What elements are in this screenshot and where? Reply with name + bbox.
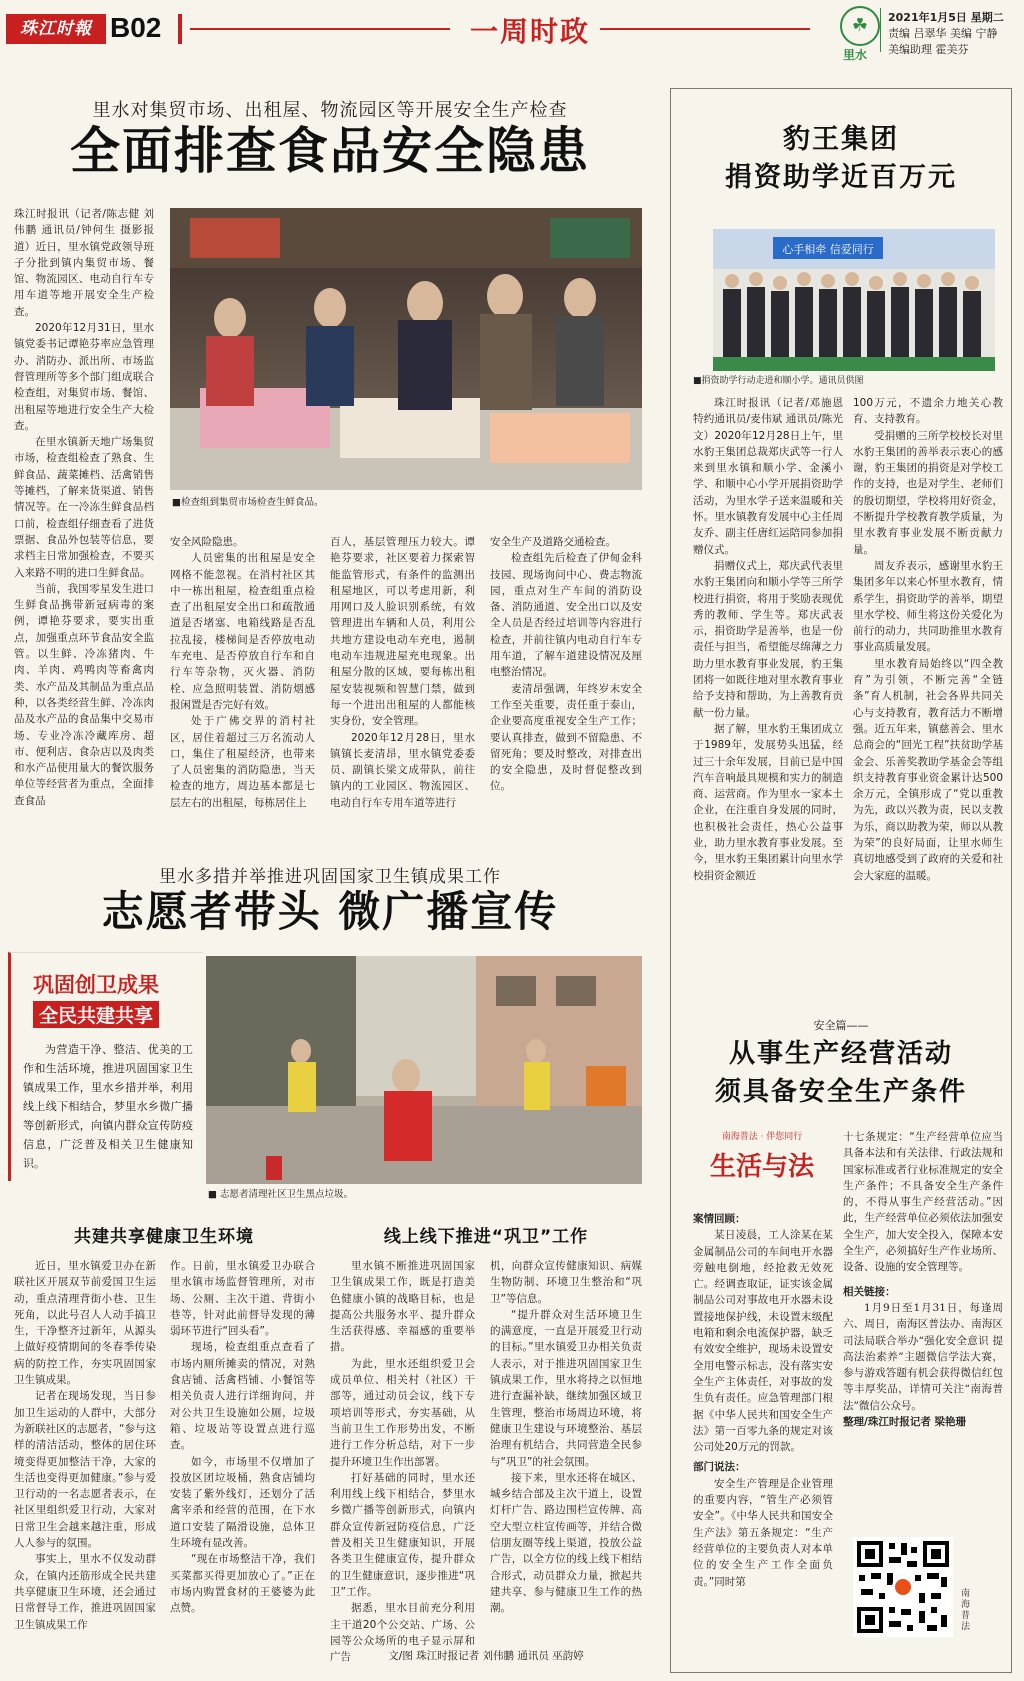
signoff: 整理/珠江时报记者 梁艳珊 — [843, 1416, 966, 1429]
page-number: B02 — [110, 12, 162, 43]
paragraph: 当前，我国零星发生进口生鲜食品携带新冠病毒的案例，谭艳芬要求，要实出重点，加强重点环节食品安全监管。以生鲜、冷冻猪肉、牛肉、羊肉、鸡鸭肉等畜禽肉类、水产品及其制品为重点品种，以各类经营生鲜、冷冻肉品及水产品的食品集中交易市场、专业冷冻冷藏库房、超市、便利店、食杂店以及肉类和水产品使用量大的餐饮服务单位等经营者为重点，全面排查食品 — [14, 582, 154, 807]
article1-column-1 — [14, 206, 154, 836]
paragraph: “现在市场整洁干净，我们买菜都买得更加放心了。”正在市场内购置食材的王婆婆为此点赞。 — [170, 1553, 315, 1615]
paragraph: 2020年12月28日，里水镇镇长麦清昂，里水镇党委委员、副镇长梁文成带队，前往镇内的工业园区、物流园区、电动自行车专用车道等进行 — [330, 731, 475, 809]
paragraph: 2020年12月31日，里水镇党委书记谭艳芬率应急管理办、消防办、派出所、市场监督管理所等多个部门组成联合检查组，对集贸市场、餐馆、出租屋等地进行安全生产大检查。 — [14, 322, 154, 432]
paragraph: 据悉，里水目前充分利用主干道20个公交站、广场、公园等公众场所的电子显示屏和广告 — [330, 1602, 475, 1664]
issue-info — [888, 10, 1004, 58]
link-label: 相关链接： — [843, 1285, 896, 1298]
article1-kicker: 里水对集贸市场、出租屋、物流园区等开展安全生产检查 — [92, 100, 568, 121]
law-column-logo — [693, 1129, 831, 1201]
paragraph: 里水教育局始终以“四全教育”为引领，不断完善“全链条”育人机制，社会各界共同关心与支持教育，教育活力不断增强。近五年来，镇慈善会、里水总商会的“回光工程”扶贫助学基金会、乐善奖教助学基金会等组织支持教育事业资金累计达500余万元，全镇形成了“党以重教为先，政以兴教为责，民以支教为乐，商以助教为荣，师以从教为荣”的良好局面，让里水师生真切地感受到了政府的关爱和社会大家庭的温暖。 — [853, 657, 1003, 882]
header-divider — [178, 14, 182, 44]
page-header — [0, 0, 1024, 60]
article2-photo-caption: ■ 志愿者清理社区卫生黑点垃圾。 — [208, 1189, 353, 1200]
article4-title-2: 须具备安全生产条件 — [714, 1077, 967, 1107]
article2-title: 志愿者带头 微广播宣传 — [101, 887, 559, 936]
article4-kicker: 安全篇—— — [813, 1019, 869, 1032]
newspaper-masthead: 珠江时報 — [6, 14, 106, 44]
qr-code[interactable] — [853, 1537, 953, 1637]
article1-title: 全面排查食品安全隐患 — [70, 121, 590, 180]
paragraph: 100万元，不遗余力地关心教育、支持教育。 — [853, 397, 1003, 426]
header-rule-left — [190, 28, 450, 30]
case-label: 案情回顾： — [693, 1213, 746, 1225]
article3-photo — [713, 229, 995, 371]
paragraph: 事实上，里水不仅发动群众，在镇内还筋形成全民共建共享健康卫生环境，还会通过日常督导工作，推进巩固国家卫生镇成果工作 — [14, 1553, 156, 1631]
header-rule-right — [600, 28, 810, 30]
logo-tagline: 南海普法 · 伴您同行 — [721, 1132, 803, 1142]
paragraph: 麦清昂强调，年终岁末安全工作至关重要，责任重于泰山，企业要高度重视安全生产工作；要认真排查，做到不留隐患、不留死角；要及时整改，对排查出的安全隐患，及时督促整改到位。 — [490, 682, 642, 793]
paragraph: 近日，里水镇爱卫办在新联社区开展双节前爱国卫生运动，重点清理背街小巷、卫生死角，以此号召人人动手搞卫生，干净整齐过新年，从源头上做好疫情期间的冬春季传染病的防控工作，夯实巩固国家卫生镇成果。 — [14, 1260, 156, 1387]
right-panel — [670, 88, 1012, 1673]
paragraph: 受捐赠的三所学校校长对里水豹王集团的善举表示衷心的感谢，豹王集团的捐资是对学校工作的支持，也是对学生、老师们的殷切期望，学校将用好资金，不断提升学校教育教学质量，为里水教育事业发展不断贡献力量。 — [853, 429, 1003, 556]
paragraph: 安全生产及道路交通检查。 — [490, 536, 616, 548]
issue-date: 2021年1月5日 星期二 — [888, 11, 1004, 24]
volunteers-cleaning-photo — [206, 956, 642, 1184]
article3-title-1: 豹王集团 — [783, 124, 899, 155]
photo-banner-text: 心手相牵 信爱同行 — [782, 243, 874, 256]
logo-text: 里水 — [843, 48, 868, 62]
paragraph: 如今，市场里不仅增加了投放区团垃圾桶，熟食店铺均安装了紫外线灯，还划分了活禽宰杀和经营的范围，在下水道口安装了隔滑设施，总体卫生环境有显改善。 — [170, 1455, 315, 1550]
paragraph: 接下来，里水还将在城区、城乡结合部及主次干道上，设置灯杆广告、路边围栏宣传牌、高空大型立柱宣传画等，并结合微信朋友圈等线上渠道，投放公益广告，以全方位的线上线下相结合形式，动员群众力量，掀起共建共享、参与健康卫生工作的热潮。 — [490, 1471, 642, 1615]
article1-column-3 — [330, 534, 475, 836]
paragraph: “提升群众对生活环境卫生的满意度，一直是开展爱卫行动的目标。”里水镇爱卫办相关负责人表示，对于推进巩固国家卫生镇成果工作，里水将持之以恒地进行查漏补缺，继续加强区域卫生管理，整治市场周边环境，将健康卫生建设与环境整治、基层治理有机结合，共同营造全民参与“巩卫”的社会氛围。 — [490, 1308, 642, 1468]
paragraph: 里水镇不断推进巩固国家卫生镇成果工作，既是打造美色健康小镇的战略目标，也是提高公共服务水平、提升群众生活获得感、幸福感的重要举措。 — [330, 1260, 475, 1354]
article1-photo-caption: ■检查组到集贸市场检查生鲜食品。 — [172, 497, 324, 508]
paragraph: 检查组先后检查了伊甸金科技园、现场询问中心、费志物流园，重点对生产车间的消防设备、消防通道、安全出口以及安全人员是否经过培训等内容进行检查，并前往镇内电动自行车专用车道，了解车道建设情况及厘电整治情况。 — [490, 552, 642, 679]
article1-column-2 — [170, 534, 315, 836]
paragraph: 百人，基层管理压力较大。谭艳芬要求，社区要着力探索智能监管形式，有条件的监测出租屋地区，可以考虑用新，利用网口及人脸识别系统，有效管理进出车辆和人员，利用公共地方建设电动车充电，遏制电动车违规进屋充电现象。出租屋分散的区域，要每栋出租屋安装视频和智慧门禁，做到每一个进出出租屋的人都能核实身份，安全管理。 — [330, 536, 475, 728]
article3-column-2 — [853, 395, 1003, 885]
paragraph: 打好基础的同时，里水还利用线上线下相结合，梦里水乡微广播等创新形式，向镇内群众宣传新冠防疫信息，广泛普及相关卫生健康知识，开展各类卫生健康宣传，提升群众的卫生健康意识，逐步推进“巩卫”工作。 — [330, 1471, 475, 1598]
article1-photo — [170, 208, 642, 490]
paragraph: 处于广佛交界的消村社区，居住着超过三万名流动人口，集住了租屋经济，也带来了人员密集的消防隐患，当天检查的地方，周边基本都是七层左右的出租屋，每栋居住上 — [170, 715, 315, 809]
paragraph: 据了解，里水豹王集团成立于1989年，发展势头迅猛，经过三十余年发展，目前已是中国汽车音响最具规模和实力的制造商、运营商。作为里水一家本土企业，在注重自身发展的同时，也积极社会责任，热心公益事业，助力里水教育事业发展。至今，里水豹王集团累计向里水学校捐资金额近 — [693, 722, 843, 882]
article3-photo-caption: ■捐资助学行动走进和顺小学。通讯员供图 — [693, 376, 864, 386]
law-label: 部门说法： — [693, 1461, 746, 1474]
article4-title-1: 从事生产经营活动 — [728, 1039, 953, 1069]
paragraph: 十七条规定：“生产经营单位应当具备本法和有关法律、行政法规和国家标准或者行业标准规定的安全生产条件；不具备安全生产条件的，不得从事生产经营活动。”因此，生产经营单位必须依法加强安全生产，加大安全投入，保障本安全生产，必须搞好生产作业场所、设备、设施的安全管理等。 — [843, 1131, 1003, 1274]
article2-column-2 — [170, 1258, 315, 1658]
article1-column-4 — [490, 534, 642, 836]
paragraph: 安全生产管理是企业管理的重要内容，“管生产必须管安全”。《中华人民共和国安全生产法》第五条规定：“生产经营单位的主要负责人对本单位的安全生产工作全面负责。”同时第 — [693, 1477, 833, 1588]
paragraph: 珠江时报讯（记者/陈志健 刘伟鹏 通讯员/钟何生 摄影报道）近日，里水镇党政领导班子分批到镇内集贸市场、餐馆、物流园区、电动自行车专用车道等地开展安全生产检查。 — [14, 208, 154, 318]
paragraph: 珠江时报讯（记者/邓施恩 特约通讯员/麦伟斌 通讯员/陈光文）2020年12月28日上午，里水豹王集团总裁郑庆武等一行人来到里水镇和顺小学、金溪小学、和顺中心小学开展捐资助学活动，为里水学子送来温暖和关怀。里水镇教育发展中心主任周友乔、副主任唐红运陪同参加捐赠仪式。 — [693, 397, 843, 556]
article2-byline: 文/图 珠江时报记者 刘伟鹏 通讯员 巫韵婷 — [388, 1650, 584, 1662]
article2-column-1 — [14, 1258, 156, 1658]
issue-editor: 责编 吕翠华 美编 宁静 — [888, 27, 998, 40]
paragraph: 安全风险隐患。 — [170, 536, 244, 548]
paragraph: 现场，检查组重点查看了市场内厕所摊卖的情况，对熟食店铺、活禽档铺、小餐馆等相关负责人进行详细询问，并对公共卫生设施如公厕，垃圾箱、垃圾站等设置点进行巡查。 — [170, 1341, 315, 1452]
paragraph: 周友乔表示，感谢里水豹王集团多年以来心怀里水教育，情系学生，捐资助学的善举，期望里水学校、师生将这份关爱化为前行的动力，共同助推里水教育事业高质量发展。 — [853, 559, 1003, 654]
article2-subhead-2: 线上线下推进“巩卫”工作 — [383, 1227, 589, 1247]
header-vertical-rule — [880, 8, 881, 52]
article2-subhead-1: 共建共享健康卫生环境 — [74, 1227, 254, 1247]
intro-box-title-1: 巩固创卫成果 — [33, 972, 159, 997]
paragraph: 人员密集的出租屋是安全网格不能忽视。在消村社区其中一栋出租屋，检查组重点检查了出租屋安全出口和疏散通道是否堵塞、电箱线路是否乱拉乱接，楼梯间是否停放电动车充电、是否停放自行车和自行车等杂物，灭火器、消防栓、应急照明装置、消防烟感报闲置是否完好有效。 — [170, 552, 315, 711]
article2-photo — [206, 956, 642, 1184]
qr-label: 南海普法 — [961, 1589, 971, 1632]
paragraph: 记者在现场发现，当日参加卫生运动的人群中，大部分为新联社区的志愿者，“参与这样的清洁活动，整体的居住环境变得更加整洁干净，大家的生活也变得更加健康。”参与爱卫行动的一名志愿者表示，在社区里组织爱卫行动，大家对日常卫生会越来越注重，形成人人参与的氛围。 — [14, 1390, 156, 1550]
issue-assistant: 美编助理 霍美芬 — [888, 43, 969, 56]
article4-column-2 — [843, 1129, 1003, 1529]
article2-kicker: 里水多措并举推进巩固国家卫生镇成果工作 — [159, 867, 501, 887]
article2-column-3 — [330, 1258, 475, 1664]
market-inspection-photo — [170, 208, 642, 490]
article3-title-2: 捐资助学近百万元 — [725, 162, 957, 193]
paragraph: 机，向群众宣传健康知识、病媒生物防制、环境卫生整治和“巩卫”等信息。 — [490, 1260, 642, 1305]
donation-ceremony-photo — [713, 229, 995, 371]
intro-box-text: 为营造干净、整洁、优美的工作和生活环境，推进巩固国家卫生镇成果工作，里水乡措并举，利用线上线下相结合，梦里水乡微广播等创新形式，向镇内群众宣传防疫信息，广泛普及相关卫生健康知识。 — [23, 1043, 193, 1170]
logo-main: 生活与法 — [709, 1152, 814, 1182]
paragraph: 在里水镇新天地广场集贸市场，检查组检查了熟食、生鲜食品、蔬菜摊档、活禽销售等摊档，了解来货渠道、销售情况等。在一冷冻生鲜食品档口前，检查组仔细查看了进货票据、食品外包装等信息，要求档主日常加强检查，不要买入来路不明的进口生鲜食品。 — [14, 436, 154, 579]
intro-box-title-2: 全民共建共享 — [33, 1001, 159, 1028]
article2-intro-box — [8, 952, 203, 1181]
qr-code-icon — [853, 1537, 953, 1637]
section-title: 一周时政 — [470, 15, 591, 48]
paragraph: 捐赠仪式上，郑庆武代表里水豹王集团向和顺小学等三所学校进行捐资，将用于奖励表现优秀的教师、学生等。郑庆武表示，捐资助学是善举，也是一份责任与担当，希望能尽绵薄之力助力里水教育事业发展，豹王集团将一如既往地对里水教育事业给予支持和帮助，为上善教育贡献一份力量。 — [693, 559, 843, 719]
paragraph: 某日凌晨，工人涂某在某金属制品公司的车间电开水器旁触电倒地，经抢救无效死亡。经调查取证，证实该金属制品公司对事故电开水器未设置接地保护线，未设置末级配电箱和剩余电流保护器，缺乏有效安全维护，现场未设置安全用电警示标志，没有落实安全生产主体责任，对事故的发生负有责任。应急管理部门根据《中华人民共和国安全生产法》第一百零九条的规定对该公司处20万元的罚款。 — [693, 1229, 833, 1454]
article4-column-1 — [693, 1211, 833, 1659]
article2-column-4 — [490, 1258, 642, 1638]
paragraph: 1月9日至1月31日，每逢周六、周日，南海区普法办、南海区司法局联合举办“强化安全意识 提高法治素养”主题微信学法大赛，参与游戏答题有机会获得微信红包等丰厚奖品，详情可关注“南海普法”微信公众号。 — [843, 1301, 1003, 1412]
lishui-logo-icon: ☘ — [840, 6, 880, 46]
article3-column-1 — [693, 395, 843, 885]
paragraph: 作。日前，里水镇爱卫办联合里水镇市场监督管理所，对市场、公厕、主次干道、背街小巷等，针对此前督导发现的薄弱环节进行“回头看”。 — [170, 1260, 315, 1338]
paragraph: 为此，里水还组织爱卫会成员单位、相关村（社区）干部等，通过动员会议，线下专项培训等形式，夯实基础，从当前卫生工作形势出发，不断进行工作分析总结，对下一步提升环境卫生作出部署。 — [330, 1357, 475, 1468]
